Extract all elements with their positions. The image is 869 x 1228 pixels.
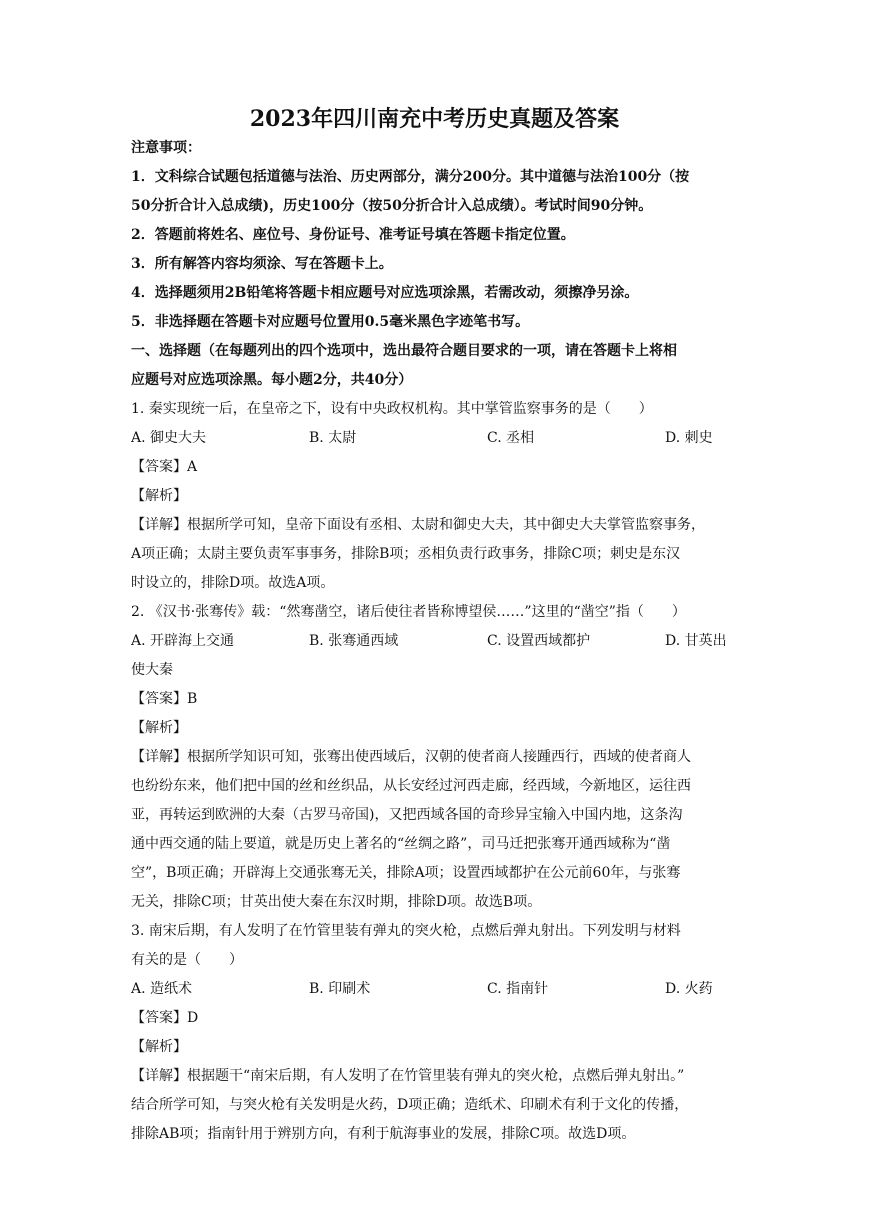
section-title: 一、选择题（在每题列出的四个选项中，选出最符合题目要求的一项，请在答题卡上将相 [131, 343, 677, 359]
option-d: D. 刺史 [665, 430, 713, 446]
detail-text: 【详解】根据题干“南宋后期，有人发明了在竹管里装有弹丸的突火枪，点燃后弹丸射出。” [131, 1068, 685, 1084]
section-title: 应题号对应选项涂黑。每小题2分，共40分） [131, 372, 413, 388]
option-d: D. 甘英出 [665, 633, 727, 649]
answer-label: 【答案】B [131, 691, 198, 707]
detail-text: A项正确；太尉主要负责军事事务，排除B项；丞相负责行政事务，排除C项；刺史是东汉 [131, 546, 681, 562]
option-c: C. 设置西域都护 [487, 633, 591, 649]
analysis-label: 【解析】 [131, 1039, 187, 1055]
notice-header: 注意事项： [131, 140, 201, 156]
detail-text: 排除AB项；指南针用于辨别方向，有利于航海事业的发展，排除C项。故选D项。 [131, 1126, 636, 1142]
answer-label: 【答案】D [131, 1010, 199, 1026]
notice-item: 4．选择题须用2B铅笔将答题卡相应题号对应选项涂黑，若需改动，须擦净另涂。 [131, 285, 639, 301]
option-d-continuation: 使大秦 [131, 662, 173, 678]
notice-item: 2．答题前将姓名、座位号、身份证号、准考证号填在答题卡指定位置。 [131, 227, 575, 243]
notice-item: 5．非选择题在答题卡对应题号位置用0.5毫米黑色字迹笔书写。 [131, 314, 530, 330]
detail-text: 时设立的，排除D项。故选A项。 [131, 575, 335, 591]
option-c: C. 指南针 [487, 981, 549, 997]
question-stem: 1. 秦实现统一后，在皇帝之下，设有中央政权机构。其中掌管监察事务的是（ ） [131, 401, 653, 417]
notice-item: 50分折合计入总成绩)，历史100分（按50分折合计入总成绩）。考试时间90分钟。 [131, 198, 653, 214]
option-b: B. 太尉 [309, 430, 357, 446]
question-stem: 3. 南宋后期，有人发明了在竹管里装有弹丸的突火枪，点燃后弹丸射出。下列发明与材料 [131, 923, 681, 939]
detail-text: 亚，再转运到欧洲的大秦（古罗马帝国)，又把西域各国的奇珍异宝输入中国内地，这条沟 [131, 807, 683, 823]
answer-label: 【答案】A [131, 459, 198, 475]
notice-item: 3．所有解答内容均须涂、写在答题卡上。 [131, 256, 393, 272]
detail-text: 【详解】根据所学可知，皇帝下面设有丞相、太尉和御史大夫，其中御史大夫掌管监察事务， [131, 517, 705, 533]
question-options [131, 975, 741, 1004]
option-b: B. 印刷术 [309, 981, 371, 997]
page-title: 2023年四川南充中考历史真题及答案 [249, 106, 620, 132]
question-stem: 有关的是（ ） [131, 952, 243, 968]
analysis-label: 【解析】 [131, 720, 187, 736]
detail-text: 也纷纷东来，他们把中国的丝和丝织品，从长安经过河西走廊，经西域，今新地区，运往西 [131, 778, 691, 794]
detail-text: 无关，排除C项；甘英出使大秦在东汉时期，排除D项。故选B项。 [131, 894, 542, 910]
option-d: D. 火药 [665, 981, 713, 997]
analysis-label: 【解析】 [131, 488, 187, 504]
option-a: A. 造纸术 [131, 981, 193, 997]
option-c: C. 丞相 [487, 430, 535, 446]
detail-text: 空”，B项正确；开辟海上交通张骞无关，排除A项；设置西域都护在公元前60年，与张骞 [131, 865, 681, 881]
notice-item: 1．文科综合试题包括道德与法治、历史两部分，满分200分。其中道德与法治100分（按 [131, 169, 690, 185]
detail-text: 通中西交通的陆上要道，就是历史上著名的“丝绸之路”，司马迁把张骞开通西域称为“凿 [131, 836, 671, 852]
question-options [131, 424, 741, 453]
detail-text: 结合所学可知，与突火枪有关发明是火药，D项正确；造纸术、印刷术有利于文化的传播， [131, 1097, 689, 1113]
notice-block [131, 134, 741, 1149]
option-b: B. 张骞通西域 [309, 633, 399, 649]
question-options [131, 627, 741, 656]
detail-text: 【详解】根据所学知识可知，张骞出使西域后，汉朝的使者商人接踵西行，西域的使者商人 [131, 749, 691, 765]
question-stem: 2. 《汉书·张骞传》载：“然骞凿空，诸后使往者皆称博望侯……”这里的“凿空”指（ ） [131, 604, 686, 620]
option-a: A. 开辟海上交通 [131, 633, 235, 649]
option-a: A. 御史大夫 [131, 430, 207, 446]
